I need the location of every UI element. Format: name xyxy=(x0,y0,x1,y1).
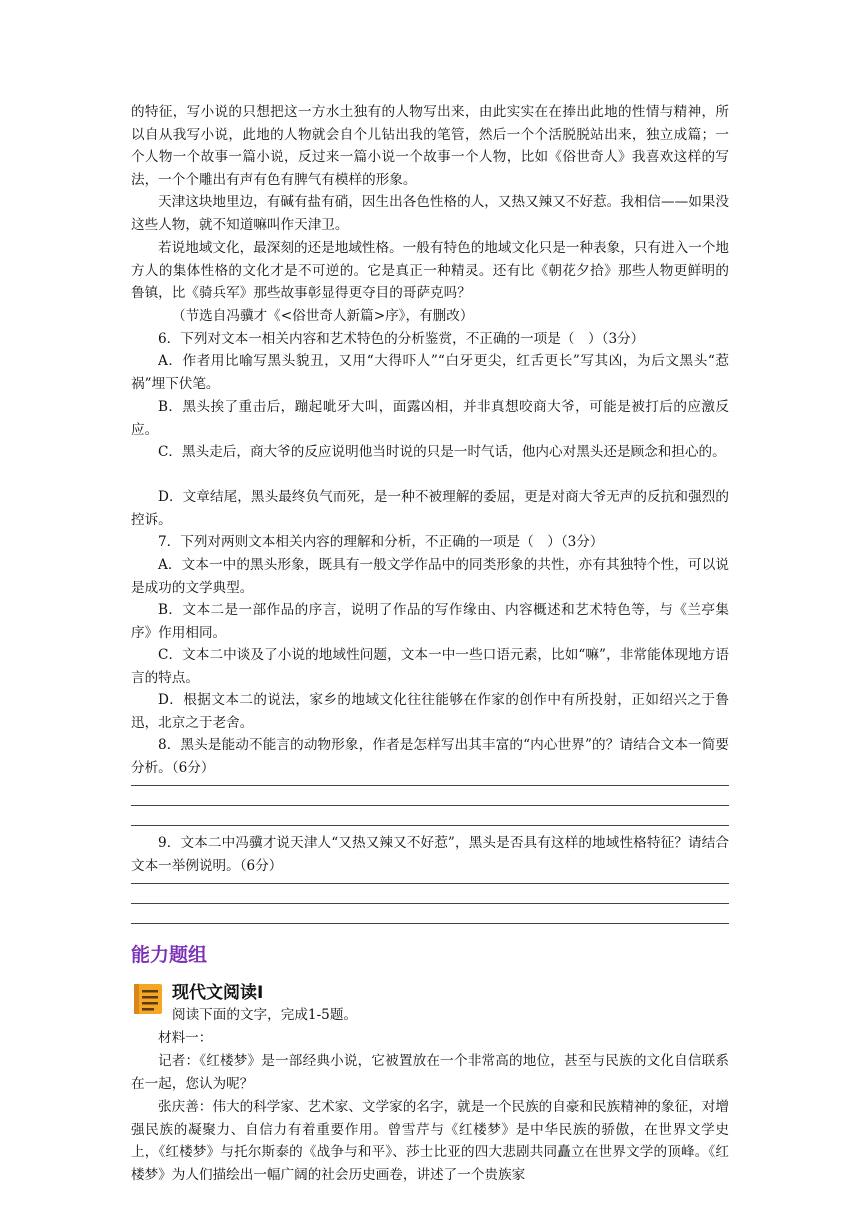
passage-one-paragraph: 若说地域文化，最深刻的还是地域性格。一般有特色的地域文化只是一种表象，只有进入一个地方人的集体性格的文化才是不可逆的。它是真正一种精灵。还有比《朝花夕拾》那些人物更鲜明的鲁镇，比《骑兵军》那些故事彰显得更夺目的哥萨克吗？ xyxy=(131,240,729,302)
answer-line xyxy=(131,903,729,904)
question-6-option-d: D．文章结尾，黑头最终负气而死，是一种不被理解的委屈，更是对商大爷无声的反抗和强烈的控诉。 xyxy=(131,489,729,528)
question-6-option-c: C．黑头走后，商大爷的反应说明他当时说的只是一时气话，他内心对黑头还是顾念和担心的。 xyxy=(158,444,726,460)
question-7-option-c: C．文本二中谈及了小说的地域性问题，文本一中一些口语元素，比如“嘛”，非常能体现地方语言的特点。 xyxy=(131,647,729,686)
book-icon xyxy=(131,980,165,1016)
question-7-stem: 7．下列对两则文本相关内容的理解和分析，不正确的一项是（ ）（3分） xyxy=(158,534,604,550)
answer-line xyxy=(131,825,729,826)
material-paragraph: 记者：《红楼梦》是一部经典小说，它被置放在一个非常高的地位，甚至与民族的文化自信联系在一起，您认为呢？ xyxy=(131,1053,729,1092)
question-7-option-b: B．文本二是一部作品的序言，说明了作品的写作缘由、内容概述和艺术特色等，与《兰亭集序》作用相同。 xyxy=(131,602,729,641)
question-7-option-a: A．文本一中的黑头形象，既具有一般文学作品中的同类形象的共性，亦有其独特个性，可以说是成功的文学典型。 xyxy=(131,557,729,596)
section-title: 能力题组 xyxy=(131,944,208,966)
question-6-option-a: A．作者用比喻写黑头貌丑，又用“大得吓人”“白牙更尖，红舌更长”写其凶，为后文黑头“惹祸”埋下伏笔。 xyxy=(131,353,729,392)
question-9: 9．文本二中冯骥才说天津人“又热又辣又不好惹”，黑头是否具有这样的地域性格特征？请结合文本一举例说明。（6分） xyxy=(131,835,729,874)
reading-instruction: 阅读下面的文字，完成1-5题。 xyxy=(172,1007,358,1023)
answer-line xyxy=(131,883,729,884)
passage-one-paragraph: 的特征，写小说的只想把这一方水土独有的人物写出来，由此实实在在捧出此地的性情与精神，所以自从我写小说，此地的人物就会自个儿钻出我的笔管，然后一个个活脱脱站出来，独立成篇；一个人物一个故事一篇小说，反过来一篇小说一个故事一个人物，比如《俗世奇人》我喜欢这样的写法，一个个雕出有声有色有脾气有模样的形象。 xyxy=(131,104,729,188)
question-8: 8．黑头是能动不能言的动物形象，作者是怎样写出其丰富的“内心世界”的？请结合文本一简要分析。（6分） xyxy=(131,737,729,776)
question-6-stem: 6．下列对文本一相关内容和艺术特色的分析鉴赏，不正确的一项是（ ）（3分） xyxy=(158,331,645,347)
material-label: 材料一： xyxy=(158,1030,213,1046)
material-paragraph: 张庆善：伟大的科学家、艺术家、文学家的名字，就是一个民族的自豪和民族精神的象征，对增强民族的凝聚力、自信力有着重要作用。曾雪芹与《红楼梦》是中华民族的骄傲，在世界文学史上，《红楼梦》与托尔斯泰的《战争与和平》、莎士比亚的四大悲剧共同矗立在世界文学的顶峰。《红楼梦》为人们描绘出一幅广阔的社会历史画卷，讲述了一个贵族家 xyxy=(131,1099,729,1183)
question-7-option-d: D．根据文本二的说法，家乡的地域文化往往能够在作家的创作中有所投射，正如绍兴之于鲁迅，北京之于老舍。 xyxy=(131,692,729,731)
question-6-option-b: B．黑头挨了重击后，蹦起呲牙大叫，面露凶相，并非真想咬商大爷，可能是被打后的应激反应。 xyxy=(131,399,729,438)
answer-line xyxy=(131,805,729,806)
answer-line xyxy=(131,923,729,924)
sub-section-title: 现代文阅读Ⅰ xyxy=(172,983,264,1003)
passage-one-paragraph: 天津这块地里边，有碱有盐有硝，因生出各色性格的人，又热又辣又不好惹。我相信——如果没这些人物，就不知道嘛叫作天津卫。 xyxy=(131,194,729,233)
source-citation: （节选自冯骥才《<俗世奇人新篇>序》，有删改） xyxy=(172,308,474,324)
answer-line xyxy=(131,785,729,786)
